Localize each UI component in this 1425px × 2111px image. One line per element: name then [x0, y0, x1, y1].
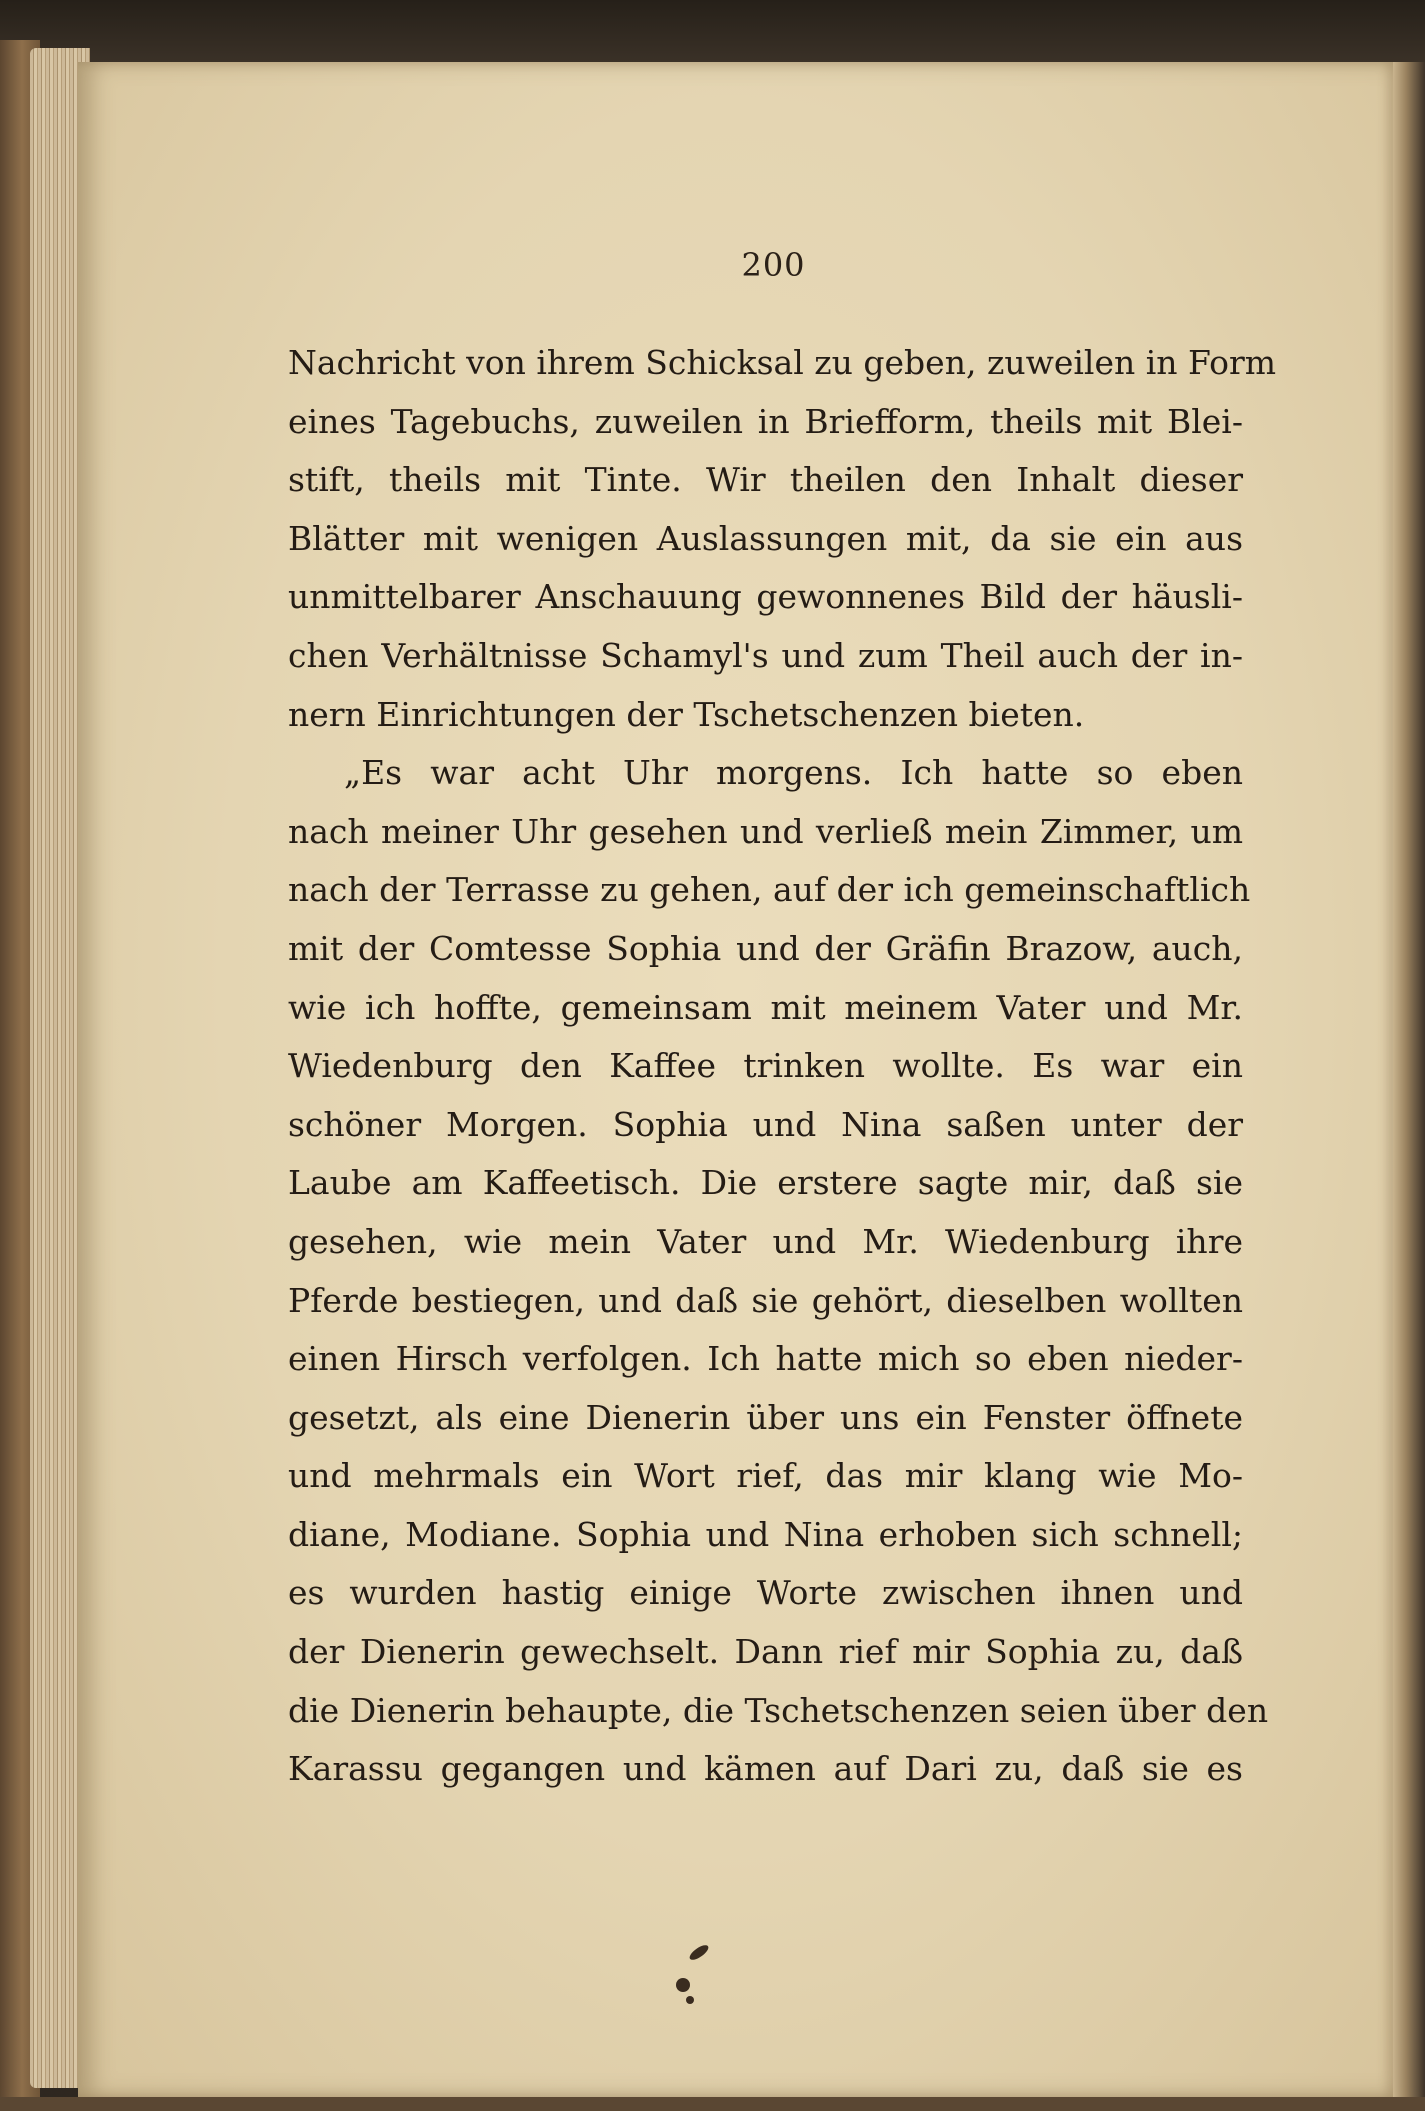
text-line: Karassu gegangen und kämen auf Dari zu, daß sie es	[288, 1749, 1243, 1789]
text-line: schöner Morgen. Sophia und Nina saßen unter der	[288, 1104, 1243, 1144]
text-line: „Es war acht Uhr morgens. Ich hatte so eben	[344, 753, 1243, 793]
bottom-edge	[0, 2097, 1425, 2111]
text-line: nach meiner Uhr gesehen und verließ mein Zimmer, um	[288, 811, 1243, 851]
text-line: der Dienerin gewechselt. Dann rief mir Sophia zu, daß	[288, 1632, 1243, 1672]
ink-smudge	[676, 1978, 690, 1992]
text-line: Blätter mit wenigen Auslassungen mit, da sie ein aus	[288, 518, 1243, 558]
text-line: einen Hirsch verfolgen. Ich hatte mich so eben nieder-	[288, 1339, 1243, 1379]
text-line: gesetzt, als eine Dienerin über uns ein Fenster öffnete	[288, 1397, 1243, 1437]
text-line: unmittelbarer Anschauung gewonnenes Bild der häusli-	[288, 577, 1243, 617]
text-line: eines Tagebuchs, zuweilen in Briefform, theils mit Blei-	[288, 401, 1243, 441]
body-text	[288, 334, 1277, 1799]
text-line: Nachricht von ihrem Schicksal zu geben, zuweilen in Form	[288, 343, 1277, 382]
text-line: Pferde bestiegen, und daß sie gehört, dieselben wollten	[288, 1280, 1243, 1320]
text-line: mit der Comtesse Sophia und der Gräfin Brazow, auch,	[288, 928, 1243, 968]
ink-smudge	[686, 1996, 694, 2004]
page-number: 200	[741, 246, 806, 284]
text-line: Laube am Kaffeetisch. Die erstere sagte mir, daß sie	[288, 1163, 1243, 1203]
text-line: gesehen, wie mein Vater und Mr. Wiedenburg ihre	[288, 1221, 1243, 1261]
text-line: Wiedenburg den Kaffee trinken wollte. Es war ein	[288, 1046, 1243, 1086]
text-line: diane, Modiane. Sophia und Nina erhoben sich schnell;	[288, 1514, 1243, 1554]
text-line: wie ich hoffte, gemeinsam mit meinem Vater und Mr.	[288, 987, 1243, 1027]
text-line: es wurden hastig einige Worte zwischen ihnen und	[288, 1573, 1243, 1613]
text-line: nach der Terrasse zu gehen, auf der ich gemeinschaftlich	[288, 870, 1251, 910]
background-strip	[0, 0, 1425, 62]
text-line: nern Einrichtungen der Tschetschenzen bieten.	[288, 694, 1085, 734]
binding-edge	[1393, 62, 1425, 2111]
text-line: chen Verhältnisse Schamyl's und zum Theil auch der in-	[288, 635, 1243, 675]
text-line: stift, theils mit Tinte. Wir theilen den Inhalt dieser	[288, 460, 1243, 500]
text-line: und mehrmals ein Wort rief, das mir klang wie Mo-	[288, 1456, 1243, 1496]
text-line: die Dienerin behaupte, die Tschetschenzen seien über den	[288, 1690, 1269, 1730]
